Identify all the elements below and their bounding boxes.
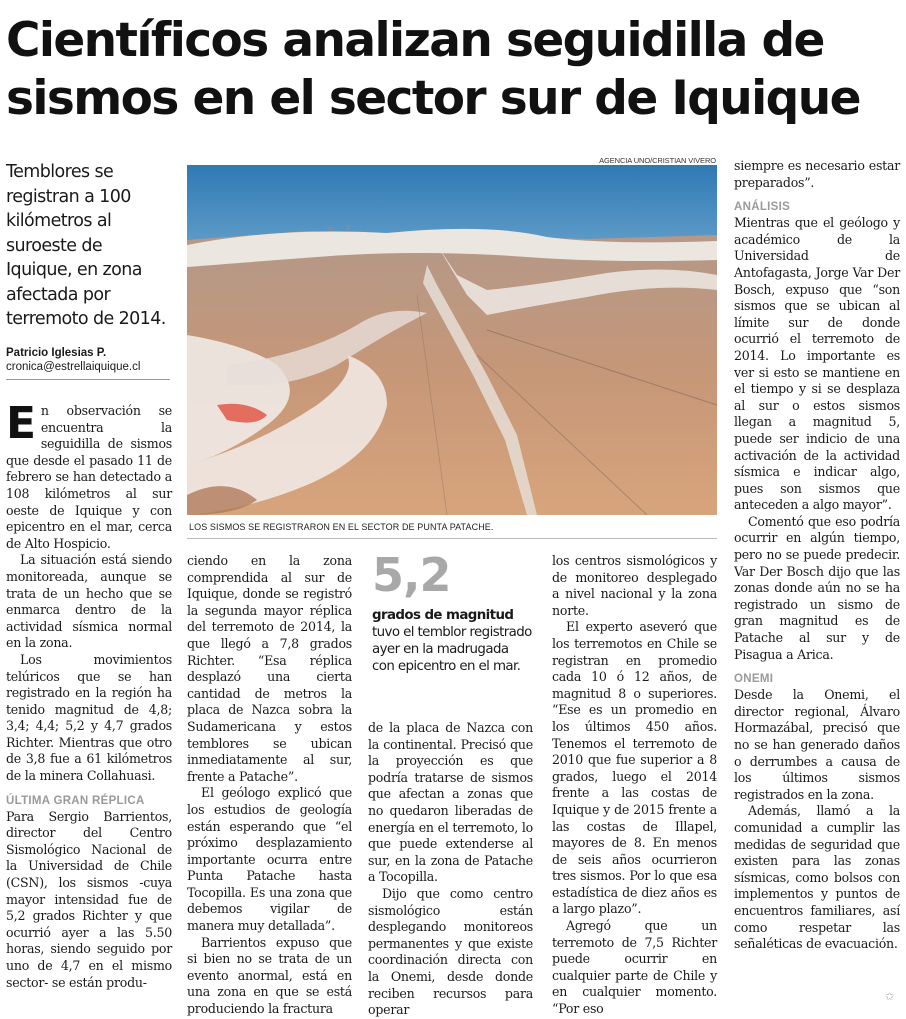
byline-divider	[6, 379, 170, 380]
subhead-analisis: ANÁLISIS	[734, 201, 791, 214]
paragraph: El experto aseveró que los terremotos en Chile se registran en promedio cada 10 ó 12 años, de magnitud 8 o superiores. “Ese es un promedio en los últimos 450 años. Tenemos el terremoto de 2010 que fue superior a 8 grados, luego el 2014 frente a las costas de Iquique y de 2015 frente a las costas de Illapel, mayores de 8. En menos de seis años ocurrieron tres sismos. Por lo que esa estadística de diez años es a largo plazo”.	[552, 619, 717, 917]
photo-credit: AGENCIA UNO/CRISTIAN VIVERO	[599, 156, 716, 165]
paragraph: Barrientos expuso que si bien no se trata de un evento anormal, está en una zona en que se está produciendo la fractura	[187, 934, 352, 1017]
stat-description: tuvo el temblor registrado ayer en la madrugada con epicentro en el mar.	[372, 625, 532, 674]
byline	[6, 346, 172, 374]
subhead-ultima-gran-replica: ÚLTIMA GRAN RÉPLICA	[6, 794, 145, 807]
paragraph: ciendo en la zona comprendida al sur de Iquique, donde se registró la segunda mayor réplica del terremoto de 2014, la que llegó a 7,8 grados Richter. “Esa réplica desplazó una cierta cantidad de metros la placa de Nazca sobra la Sudamericana y estos temblores se ubican inmediatamente al sur, frente a Patache”.	[187, 553, 352, 784]
article-column-4	[552, 553, 717, 1018]
article-column-3	[368, 720, 533, 1019]
caption-divider	[187, 538, 717, 539]
stat-emphasis: grados de magnitud	[372, 608, 514, 623]
article-column-1	[6, 398, 172, 991]
paragraph: siempre es necesario estar preparados”.	[734, 158, 900, 190]
stat-number: 5,2	[372, 548, 451, 602]
paragraph: Dijo que como centro sismológico están desplegando monitoreos permanentes y que existe coordinación directa con la Onemi, desde donde reciben recursos para operar	[368, 885, 533, 1018]
paragraph: Los movimientos telúricos que se han registrado en la región ha tenido magnitud de 4,8; 3,4; 4,4; 5,2 y 4,7 grados Richter. Mientras que otro de 3,8 fue a 61 kilómetros de la minera Collahuasi.	[6, 651, 172, 784]
paragraph: Desde la Onemi, el director regional, Álvaro Hormazábal, precisó que no se han generado daños o derrumbes a causa de los últimos sismos registrados en la zona.	[734, 687, 900, 802]
paragraph: Además, llamó a la comunidad a cumplir las medidas de seguridad que existen para las zonas sísmicas, como bolsos con implementos y puntos de encuentros familiares, así como respetar las señaléticas de evacuación.	[734, 803, 900, 952]
paragraph: de la placa de Nazca con la continental. Precisó que la proyección es que podría tratarse de sismos que afectan a zonas que no quedaron liberadas de energía en el terremoto, lo que puede extenderse al sur, en la zona de Patache a Tocopilla.	[368, 720, 533, 885]
article-column-5	[734, 158, 900, 953]
author-name: Patricio Iglesias P.	[6, 347, 107, 359]
dek: Temblores se registran a 100 kilómetros al suroeste de Iquique, en zona afectada por terremoto de 2014.	[6, 162, 166, 329]
photo-caption: LOS SISMOS SE REGISTRARON EN EL SECTOR DE PUNTA PATACHE.	[189, 522, 494, 532]
lead-paragraph: En observación se encuentra la seguidilla de sismos que desde el pasado 11 de febrero se han detectado a 108 kilómetros al sur oeste de Iquique y con epicentro en el mar, cerca de Alto Hospicio.	[6, 398, 172, 551]
paragraph: Mientras que el geólogo y académico de la Universidad de Antofagasta, Jorge Var Der Bosch, expuso que “son sismos que se ubican al límite sur de donde ocurrió el terremoto de 2014. Lo importante es ver si esto se mantiene en el tiempo y si se desplaza al sur o estos sismos llegan a magnitud 5, puede ser indicio de una activación de la actividad sísmica e indicar algo, pues son sismos que anteceden a algo mayor”.	[734, 215, 900, 513]
article-photo	[187, 165, 717, 515]
subhead-onemi: ONEMI	[734, 673, 774, 686]
paragraph: Para Sergio Barrientos, director del Centro Sismológico Nacional de la Universidad de Chile (CSN), los sismos -cuya mayor intensidad fue de 5,2 grados Richter y que ocurrió ayer a las 5.50 horas, siendo seguido por uno de 4,7 en el mismo sector- se están produ-	[6, 808, 172, 990]
headline: Científicos analizan seguidilla de sismos en el sector sur de Iquique	[6, 13, 860, 126]
paragraph: Agregó que un terremoto de 7,5 Richter puede ocurrir en cualquier parte de Chile y en cualquier momento. “Por eso	[552, 918, 717, 1017]
paragraph: El geólogo explicó que los estudios de geología están esperando que “el próximo desplazamiento importante ocurra entre Punta Patache hasta Tocopilla. Es una zona que debemos vigilar de manera muy detallada”.	[187, 785, 352, 934]
paragraph: La situación está siendo monitoreada, aunque se trata de un hecho que se enmarca dentro de la actividad sísmica normal en la zona.	[6, 552, 172, 651]
paragraph: los centros sismológicos y de monitoreo desplegado a nivel nacional y la zona norte.	[552, 553, 717, 618]
star-outline-icon: ✩	[885, 990, 895, 1003]
stat-text	[372, 607, 534, 675]
author-email[interactable]: cronica@estrellaiquique.cl	[6, 361, 141, 373]
article-column-2	[187, 553, 352, 1018]
paragraph: Comentó que eso podría ocurrir en algún tiempo, pero no se puede predecir. Var Der Bosch dijo que las zonas donde aún no se ha registrado un sismo de gran magnitud es de Patache al sur y de Pisagua a Arica.	[734, 513, 900, 662]
aerial-photo-punta-patache	[187, 165, 717, 515]
